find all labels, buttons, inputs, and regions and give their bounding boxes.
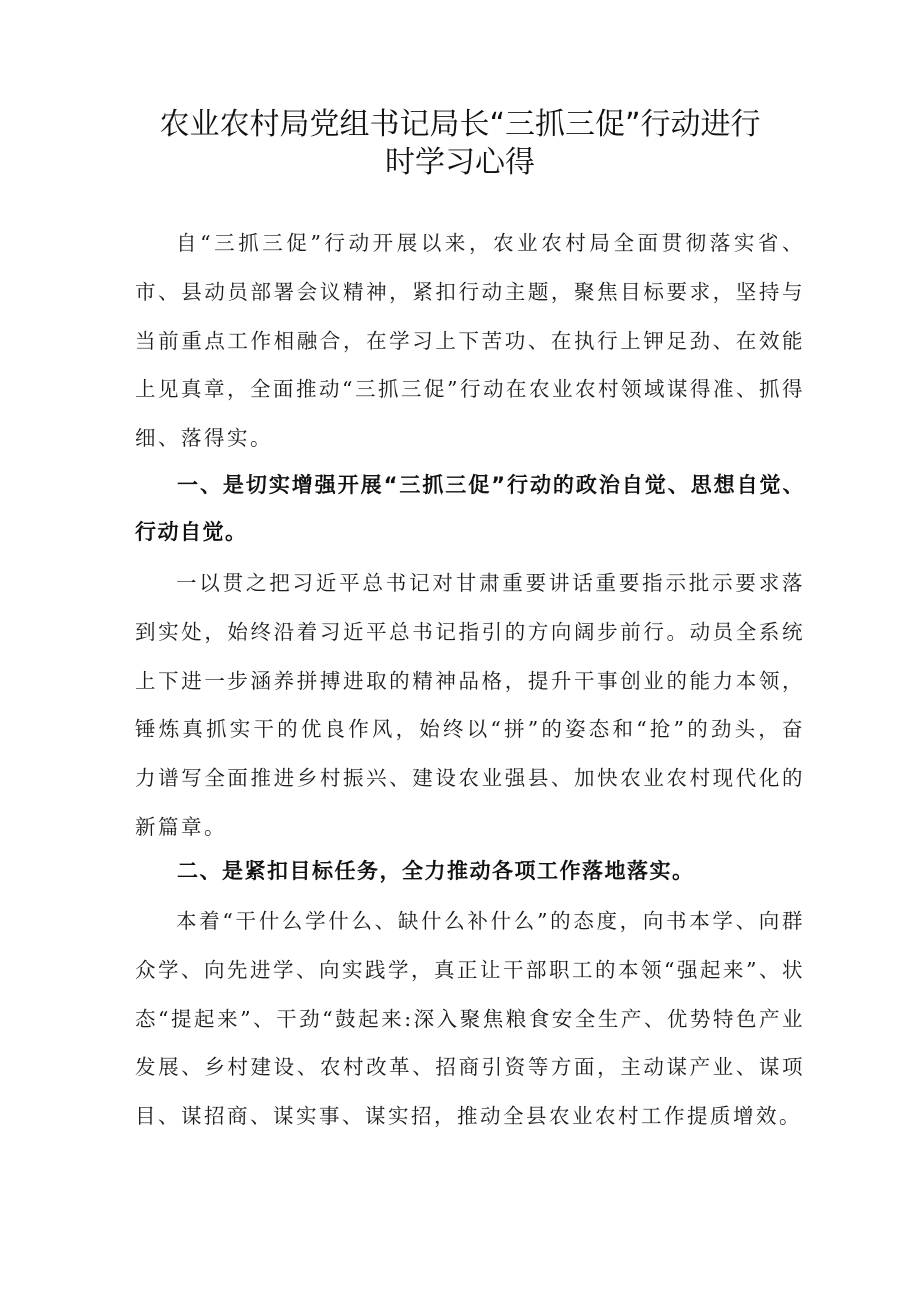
section-heading-1: 一、是切实增强开展“三抓三促”行动的政治自觉、思想自觉、行动自觉。 (135, 473, 805, 544)
section-2-paragraph: 本着“干什么学什么、缺什么补什么”的态度，向书本学、向群众学、向先进学、向实践学，真正让干部职工的本领“强起来”、状态“提起来”、干劲“鼓起来:深入聚焦粮食安全生产、优势特色产业发展、乡村建设、农村改革、招商引资等方面，主动谋产业、谋项目、谋招商、谋实事、谋实招，推动全县农业农村工作提质增效。 (135, 909, 805, 1129)
section-1-paragraph: 一以贯之把习近平总书记对甘肃重要讲话重要指示批示要求落到实处，始终沿着习近平总书记指引的方向阔步前行。动员全系统上下进一步涵养拼搏进取的精神品格，提升干事创业的能力本领，锤炼真抓实干的优良作风，始终以“拼”的姿态和“抢”的劲头，奋力谱写全面推进乡村振兴、建设农业强县、加快农业农村现代化的新篇章。 (135, 571, 805, 839)
document-title-line-1: 农业农村局党组书记局长“三抓三促”行动进行 (159, 107, 761, 142)
document-title-line-2: 时学习心得 (385, 145, 535, 180)
intro-paragraph: 自“三抓三促”行动开展以来，农业农村局全面贯彻落实省、市、县动员部署会议精神，紧扣行动主题，聚焦目标要求，坚持与当前重点工作相融合，在学习上下苦功、在执行上钾足劲、在效能上见真章，全面推动“三抓三促”行动在农业农村领域谋得准、抓得细、落得实。 (135, 231, 805, 451)
section-heading-2: 二、是紧扣目标任务，全力推动各项工作落地落实。 (177, 859, 695, 883)
